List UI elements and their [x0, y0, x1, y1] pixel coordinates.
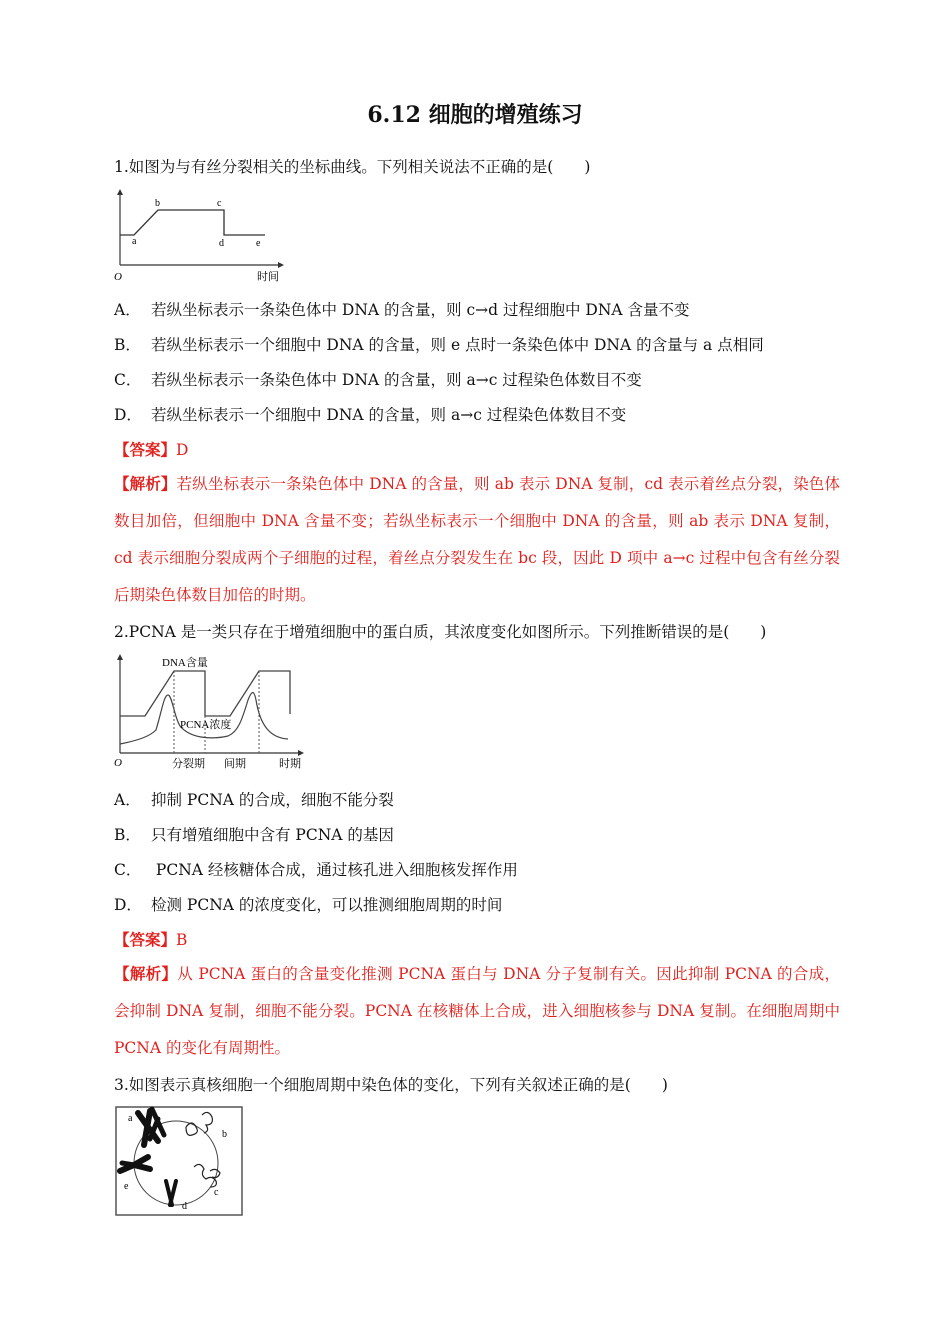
stage-label-a: a: [128, 1113, 133, 1124]
origin-label: O: [114, 757, 122, 769]
stage-label-c: c: [214, 1187, 219, 1198]
option-text: 若纵坐标表示一个细胞中 DNA 的含量，则 a→c 过程染色体数目不变: [151, 406, 627, 424]
analysis-label: 【解析】: [114, 474, 177, 493]
option-key: B．: [114, 826, 141, 844]
stage-label-e: e: [124, 1181, 129, 1192]
q2-figure: [110, 650, 310, 775]
q2-option-a: [114, 788, 394, 810]
point-label-b: b: [155, 198, 160, 209]
phase-label-interphase: 间期: [224, 758, 246, 770]
x-label: 时期: [279, 758, 301, 770]
answer-value: B: [176, 931, 188, 949]
stage-label-d: d: [182, 1201, 187, 1212]
point-label-a: a: [132, 236, 137, 247]
point-label-c: c: [217, 198, 222, 209]
stage-label-b: b: [222, 1129, 227, 1140]
option-text: 若纵坐标表示一个细胞中 DNA 的含量，则 e 点时一条染色体中 DNA 的含量与 a 点相同: [151, 336, 764, 354]
answer-value: D: [176, 441, 189, 459]
option-text: 若纵坐标表示一条染色体中 DNA 的含量，则 c→d 过程细胞中 DNA 含量不变: [151, 301, 690, 319]
analysis-text: 若纵坐标表示一条染色体中 DNA 的含量，则 ab 表示 DNA 复制，cd 表示着丝点分裂，染色体数目加倍，但细胞中 DNA 含量不变；若纵坐标表示一个细胞中 DNA 的含量，则 ab 表示 DNA 复制，cd 表示细胞分裂成两个子细胞的过程，着丝点分裂发生在 bc 段，因此 D 项中 a→c 过程中包含有丝分裂后期染色体数目加倍的时期。: [114, 475, 840, 604]
q3-stem: 3.如图表示真核细胞一个细胞周期中染色体的变化，下列有关叙述正确的是( ): [114, 1076, 668, 1094]
dna-curve: [120, 671, 290, 716]
option-key: A．: [114, 791, 141, 809]
option-key: C．: [114, 371, 142, 389]
analysis-label: 【解析】: [114, 964, 178, 983]
y-axis-arrow-icon: [117, 189, 123, 195]
option-key: B．: [114, 336, 141, 354]
option-text: 抑制 PCNA 的合成，细胞不能分裂: [151, 791, 394, 809]
option-text: 只有增殖细胞中含有 PCNA 的基因: [151, 826, 394, 844]
q2-option-d: [114, 893, 502, 915]
q1-option-c: [114, 368, 642, 390]
curve: [120, 210, 265, 235]
q1-answer: [114, 438, 188, 460]
x-label: 时间: [257, 271, 279, 283]
q1-figure: [110, 185, 300, 285]
page-title: 6.12 细胞的增殖练习: [367, 102, 583, 128]
answer-label: 【答案】: [114, 930, 177, 949]
q1-stem: 1.如图为与有丝分裂相关的坐标曲线。下列相关说法不正确的是( ): [114, 158, 591, 176]
option-key: C．: [114, 861, 142, 879]
x-axis-arrow-icon: [278, 262, 284, 268]
phase-label-division: 分裂期: [172, 758, 205, 770]
point-label-d: d: [219, 238, 224, 249]
analysis-text: 从 PCNA 蛋白的含量变化推测 PCNA 蛋白与 DNA 分子复制有关。因此抑制 PCNA 的合成，会抑制 DNA 复制，细胞不能分裂。PCNA 在核糖体上合成，进入细胞核参与 DNA 复制。在细胞周期中 PCNA 的变化有周期性。: [114, 965, 840, 1057]
option-text: 检测 PCNA 的浓度变化，可以推测细胞周期的时间: [151, 896, 503, 914]
answer-label: 【答案】: [114, 440, 177, 459]
point-label-e: e: [256, 238, 261, 249]
option-text: 若纵坐标表示一条染色体中 DNA 的含量，则 a→c 过程染色体数目不变: [151, 371, 642, 389]
q2-analysis: [114, 955, 840, 1067]
q2-stem: 2.PCNA 是一类只存在于增殖细胞中的蛋白质，其浓度变化如图所示。下列推断错误的是( ): [114, 623, 767, 641]
y-axis-arrow-icon: [117, 654, 123, 660]
q1-analysis: [114, 465, 840, 614]
figure-frame: [116, 1107, 242, 1215]
q2-option-b: [114, 823, 394, 845]
x-axis-arrow-icon: [298, 750, 304, 756]
q2-answer: [114, 928, 187, 950]
origin-label: O: [114, 271, 122, 283]
pcna-label: PCNA浓度: [180, 719, 232, 731]
q2-option-c: [114, 858, 518, 880]
option-key: D．: [114, 896, 142, 914]
dna-label: DNA含量: [162, 657, 208, 669]
q1-option-d: [114, 403, 626, 425]
option-text: PCNA 经核糖体合成，通过核孔进入细胞核发挥作用: [151, 861, 518, 879]
option-key: D．: [114, 406, 142, 424]
q3-figure: [114, 1105, 244, 1217]
q1-option-b: [114, 333, 764, 355]
q1-option-a: [114, 298, 690, 320]
option-key: A．: [114, 301, 141, 319]
